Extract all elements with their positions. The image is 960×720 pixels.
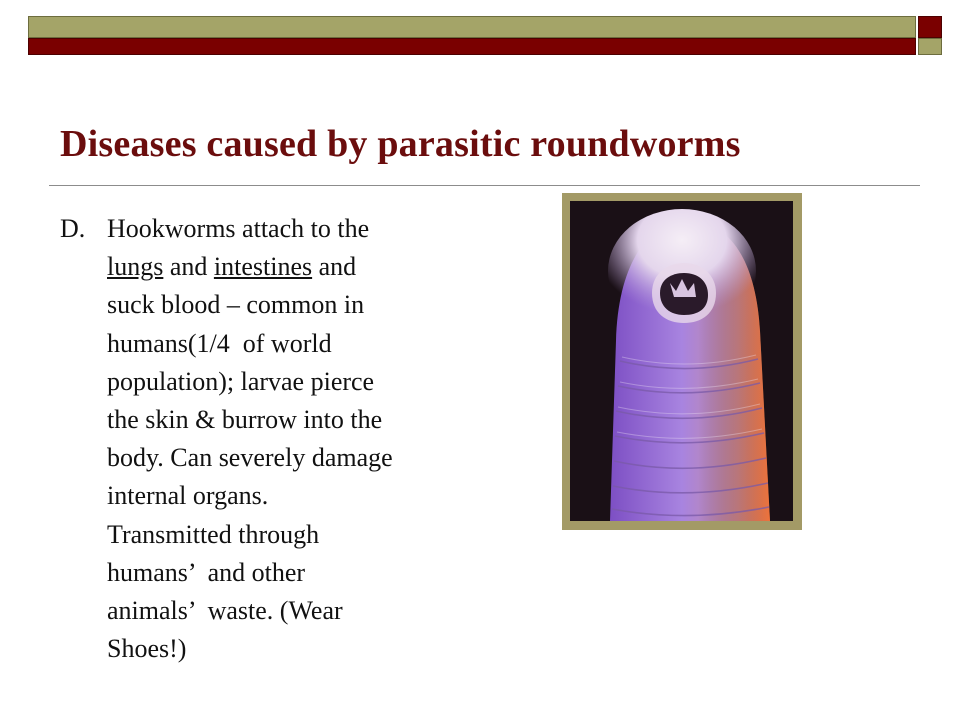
bullet-line <box>60 592 480 630</box>
bullet-text: and <box>163 252 214 282</box>
bullet-text: Hookworms attach to the <box>107 214 370 243</box>
bullet-line <box>60 401 480 439</box>
bullet-line <box>60 630 480 668</box>
bullet-text: humans’ and other <box>107 557 306 587</box>
bullet-line <box>60 516 480 554</box>
top-bar-olive <box>28 16 916 38</box>
bullet-line <box>60 248 480 286</box>
bullet-line <box>60 210 480 248</box>
bullet-text: Shoes!) <box>107 634 187 664</box>
top-bar-maroon <box>28 38 916 55</box>
bullet-text: suck blood – common in <box>107 290 365 320</box>
bullet-text: humans(1/4 of world <box>107 328 332 358</box>
slide-title: Diseases caused by parasitic roundworms <box>60 123 741 165</box>
bullet-text: the skin & burrow into the <box>107 405 383 435</box>
bullet-line <box>60 286 480 324</box>
bullet-text: Transmitted through <box>107 519 320 549</box>
bullet-line <box>60 439 480 477</box>
bullet-line <box>60 363 480 401</box>
bullet-line <box>60 554 480 592</box>
bullet-line <box>60 477 480 515</box>
bullet-marker: D. <box>60 214 86 243</box>
bullet-text: and <box>312 252 357 282</box>
bullet-line <box>60 325 480 363</box>
underlined-term-lungs: lungs <box>107 252 164 282</box>
hookworm-micrograph-icon <box>570 201 793 521</box>
bullet-text: population); larvae pierce <box>107 366 375 396</box>
bullet-paragraph <box>60 210 480 668</box>
corner-square-maroon <box>918 16 942 38</box>
bullet-text: body. Can severely damage <box>107 443 393 473</box>
bullet-text: internal organs. <box>107 481 269 511</box>
title-divider <box>49 185 920 186</box>
underlined-term-intestines: intestines <box>213 252 313 282</box>
hookworm-photo-frame <box>562 193 802 530</box>
corner-square-olive <box>918 38 942 55</box>
bullet-text: animals’ waste. (Wear <box>107 596 343 626</box>
